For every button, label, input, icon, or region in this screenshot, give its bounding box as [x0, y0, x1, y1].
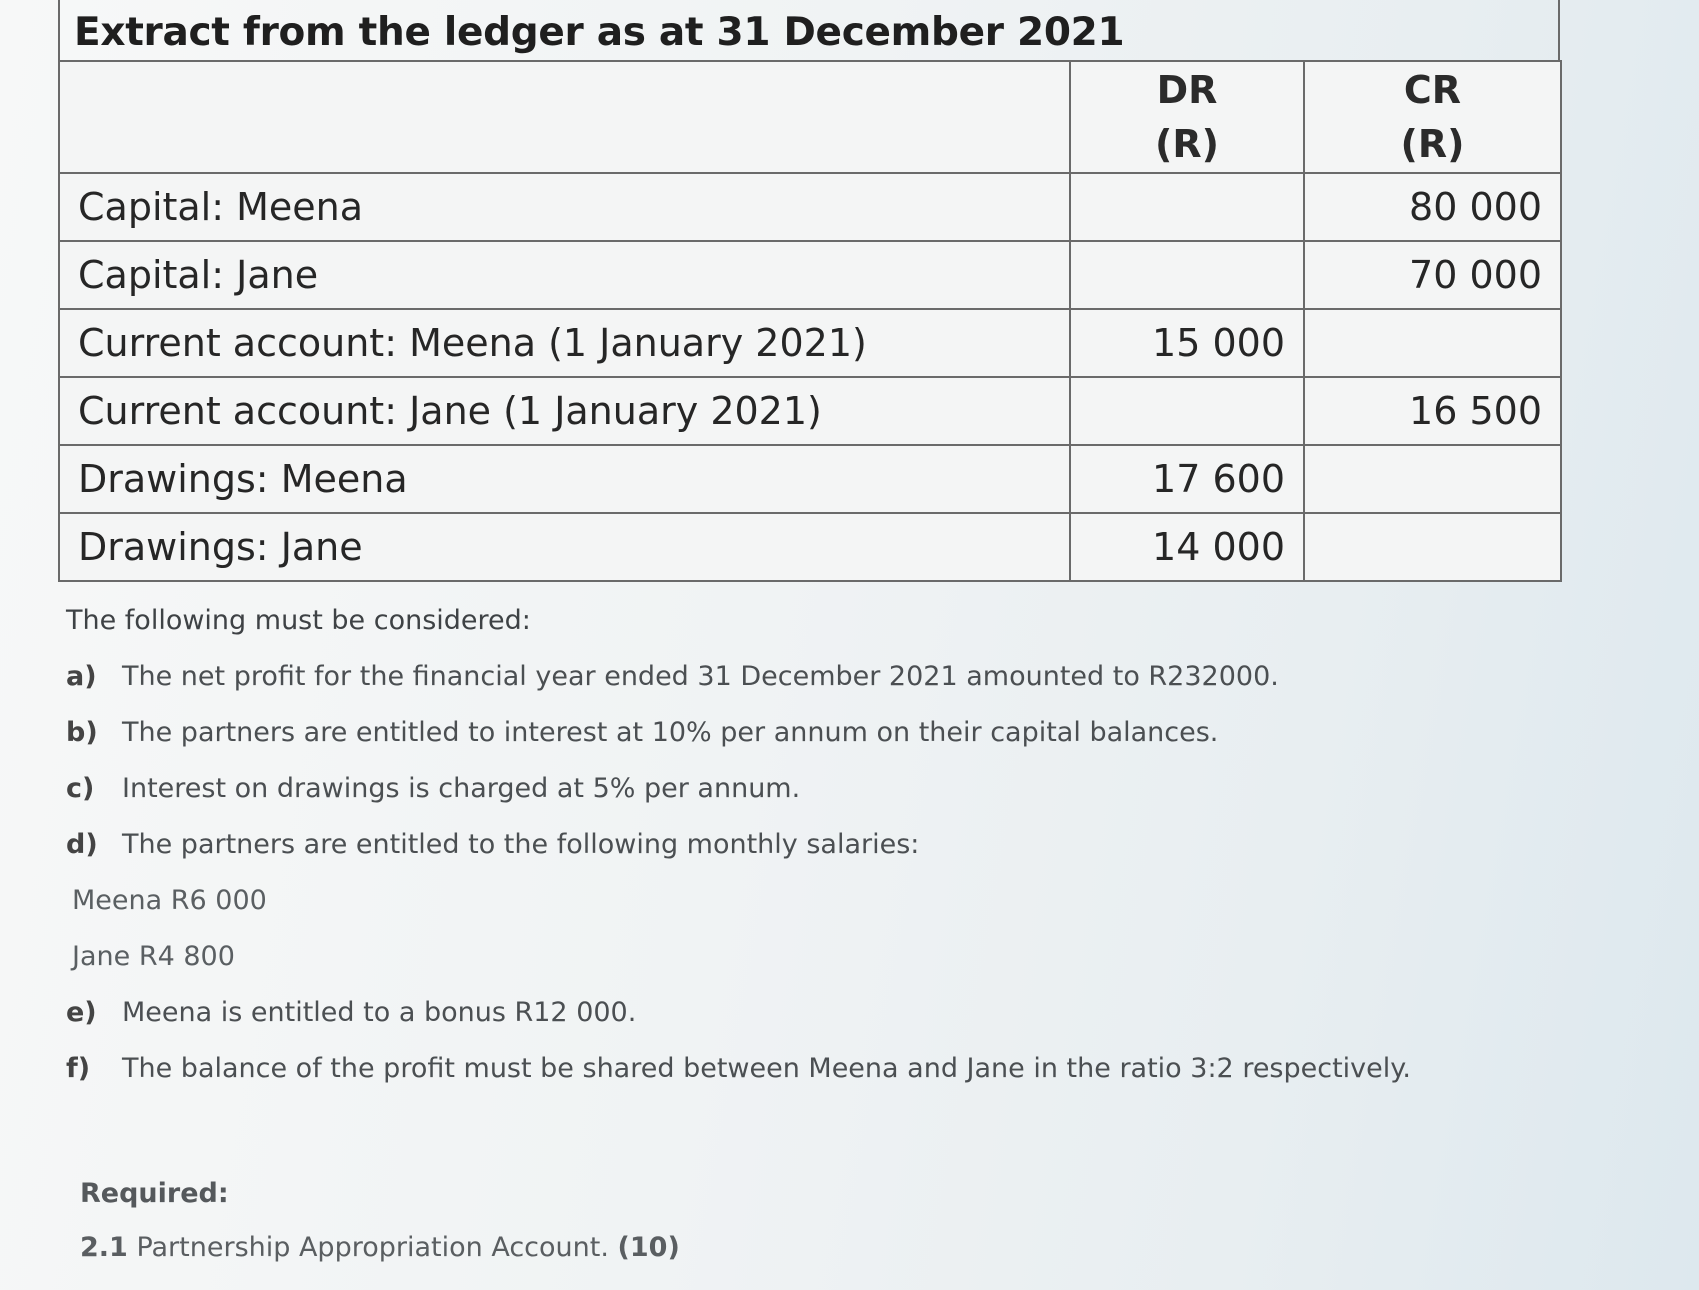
list-marker: c) — [66, 773, 95, 804]
list-marker: a) — [66, 661, 97, 692]
required-heading: Required: — [80, 1178, 229, 1209]
dr-cell: 17 600 — [1070, 445, 1304, 513]
question-number: 2.1 — [80, 1232, 128, 1263]
cr-cell — [1304, 309, 1561, 377]
list-marker: e) — [66, 997, 97, 1028]
list-item-text: The balance of the profit must be shared between Meena and Jane in the ratio 3:2 respectively. — [122, 1053, 1411, 1084]
table-row — [59, 445, 1561, 513]
list-marker: b) — [66, 717, 98, 748]
account-cell: Capital: Jane — [59, 241, 1070, 309]
question-line — [80, 1232, 680, 1263]
ledger-header-row — [59, 61, 1561, 173]
list-item — [66, 661, 1279, 692]
question-text: Partnership Appropriation Account. — [136, 1232, 609, 1263]
dr-header-label: DR — [1156, 68, 1218, 112]
dr-cell — [1070, 241, 1304, 309]
cr-cell: 70 000 — [1304, 241, 1561, 309]
list-item — [66, 773, 800, 804]
list-item — [66, 829, 919, 860]
list-item — [66, 1053, 1411, 1084]
ledger-table — [58, 60, 1562, 582]
considerations-intro: The following must be considered: — [66, 605, 531, 636]
cr-cell: 80 000 — [1304, 173, 1561, 241]
list-marker: f) — [66, 1053, 91, 1084]
account-cell: Current account: Meena (1 January 2021) — [59, 309, 1070, 377]
table-row — [59, 377, 1561, 445]
table-row — [59, 173, 1561, 241]
dr-cell — [1070, 377, 1304, 445]
dr-header-unit: (R) — [1155, 122, 1219, 166]
account-cell: Drawings: Meena — [59, 445, 1070, 513]
salary-meena: Meena R6 000 — [72, 885, 267, 916]
cr-cell: 16 500 — [1304, 377, 1561, 445]
table-row — [59, 309, 1561, 377]
account-column-header — [59, 61, 1070, 173]
salary-jane: Jane R4 800 — [72, 941, 235, 972]
question-marks: (10) — [617, 1232, 680, 1263]
cr-header-label: CR — [1403, 68, 1462, 112]
cr-cell — [1304, 445, 1561, 513]
list-item-text: The partners are entitled to interest at 10% per annum on their capital balances. — [122, 717, 1219, 748]
dr-cell: 15 000 — [1070, 309, 1304, 377]
dr-cell: 14 000 — [1070, 513, 1304, 581]
list-marker: d) — [66, 829, 98, 860]
account-cell: Current account: Jane (1 January 2021) — [59, 377, 1070, 445]
cr-cell — [1304, 513, 1561, 581]
table-row — [59, 241, 1561, 309]
list-item-text: The net profit for the financial year ended 31 December 2021 amounted to R232000. — [122, 661, 1279, 692]
list-item-text: Meena is entitled to a bonus R12 000. — [122, 997, 637, 1028]
account-cell: Capital: Meena — [59, 173, 1070, 241]
ledger-title: Extract from the ledger as at 31 December 2021 — [74, 10, 1125, 55]
dr-column-header — [1070, 61, 1304, 173]
account-cell: Drawings: Jane — [59, 513, 1070, 581]
ledger-title-row — [58, 0, 1560, 62]
list-item — [66, 997, 636, 1028]
table-row — [59, 513, 1561, 581]
list-item-text: The partners are entitled to the following monthly salaries: — [122, 829, 920, 860]
dr-cell — [1070, 173, 1304, 241]
list-item-text: Interest on drawings is charged at 5% per annum. — [122, 773, 801, 804]
cr-header-unit: (R) — [1400, 122, 1465, 166]
list-item — [66, 717, 1218, 748]
cr-column-header — [1304, 61, 1561, 173]
